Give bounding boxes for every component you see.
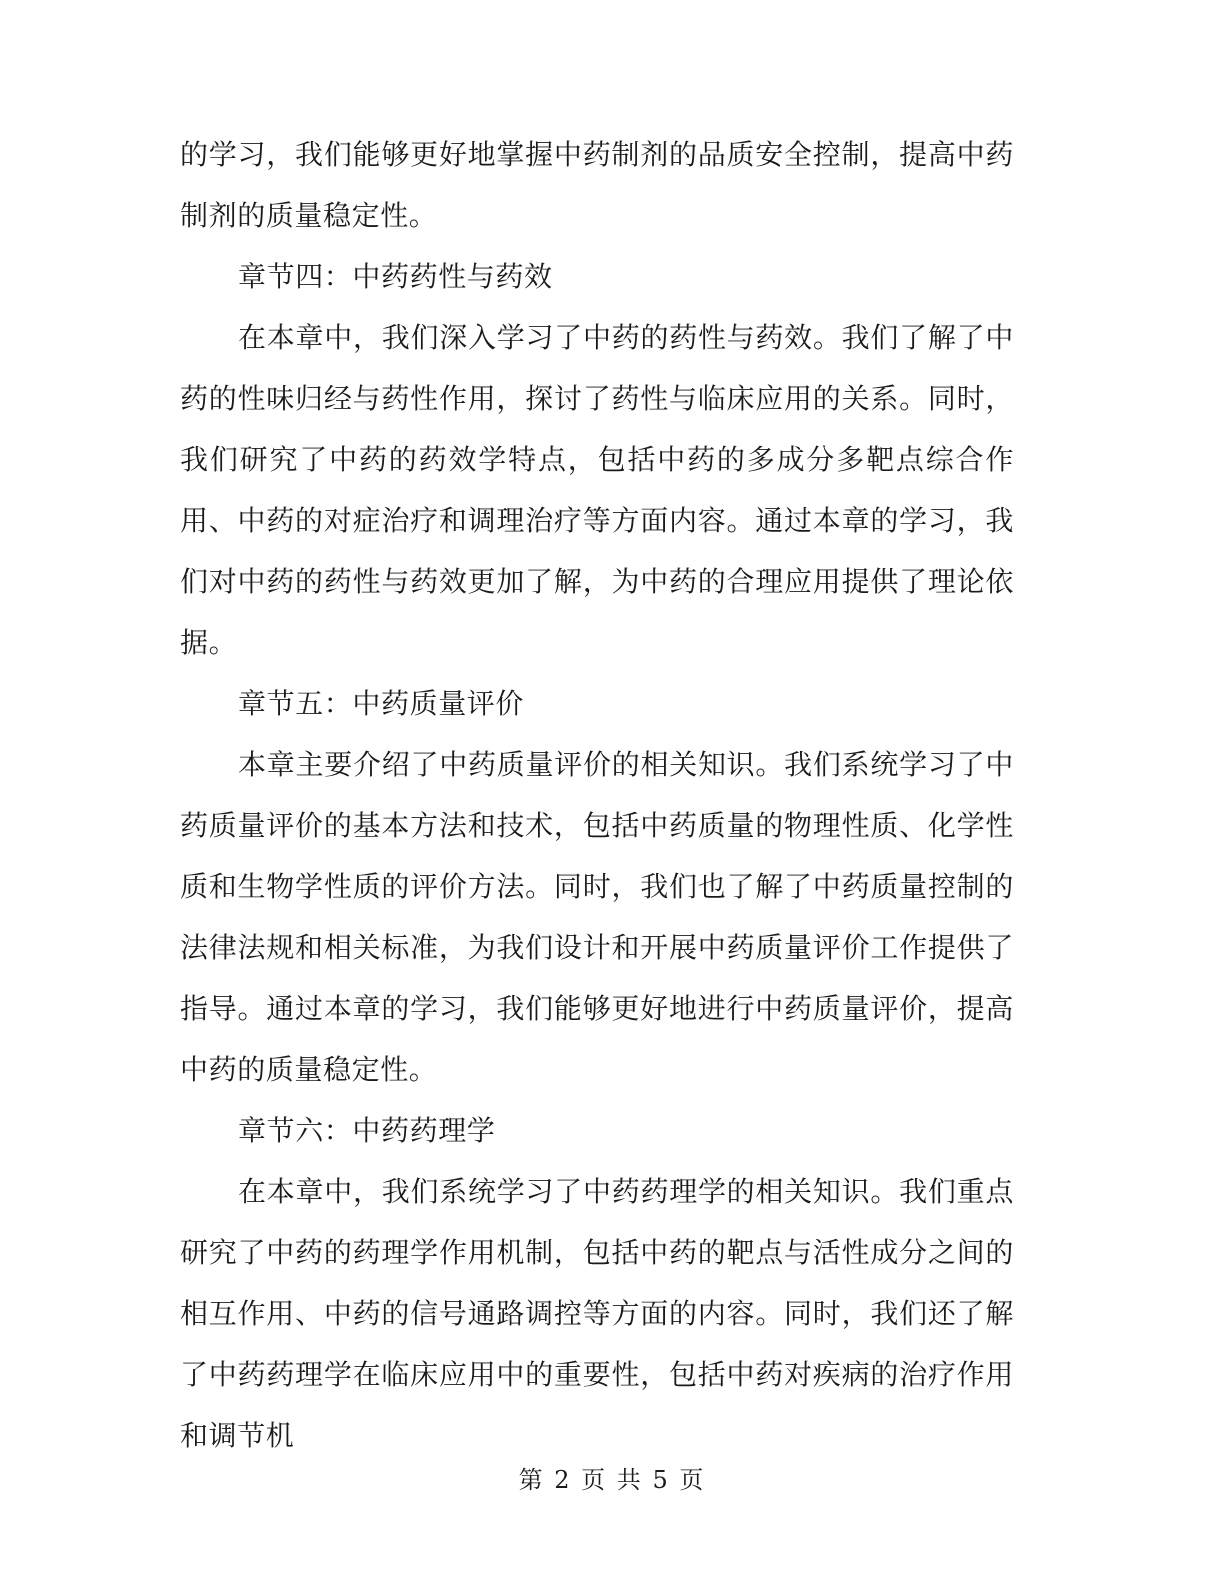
chapter-6-paragraph: 在本章中，我们系统学习了中药药理学的相关知识。我们重点研究了中药的药理学作用机制，包括中药的靶点与活性成分之间的相互作用、中药的信号通路调控等方面的内容。同时，我们还了解了中药药理学在临床应用中的重要性，包括中药对疾病的治疗作用和调节机 bbox=[180, 1175, 1014, 1452]
page-number-footer: 第 2 页 共 5 页 bbox=[518, 1466, 706, 1494]
chapter-5-paragraph: 本章主要介绍了中药质量评价的相关知识。我们系统学习了中药质量评价的基本方法和技术，包括中药质量的物理性质、化学性质和生物学性质的评价方法。同时，我们也了解了中药质量控制的法律法规和相关标准，为我们设计和开展中药质量评价工作提供了指导。通过本章的学习，我们能够更好地进行中药质量评价，提高中药的质量稳定性。 bbox=[180, 748, 1014, 1086]
chapter-4-paragraph: 在本章中，我们深入学习了中药的药性与药效。我们了解了中药的性味归经与药性作用，探讨了药性与临床应用的关系。同时，我们研究了中药的药效学特点，包括中药的多成分多靶点综合作用、中药的对症治疗和调理治疗等方面内容。通过本章的学习，我们对中药的药性与药效更加了解，为中药的合理应用提供了理论依据。 bbox=[180, 321, 1014, 659]
chapter-heading-5: 章节五：中药质量评价 bbox=[238, 687, 525, 720]
chapter-heading-4: 章节四：中药药性与药效 bbox=[238, 260, 553, 293]
chapter-heading-6: 章节六：中药药理学 bbox=[238, 1114, 496, 1147]
document-body bbox=[180, 124, 1014, 1466]
paragraph-continuation: 的学习，我们能够更好地掌握中药制剂的品质安全控制，提高中药制剂的质量稳定性。 bbox=[180, 138, 1014, 232]
